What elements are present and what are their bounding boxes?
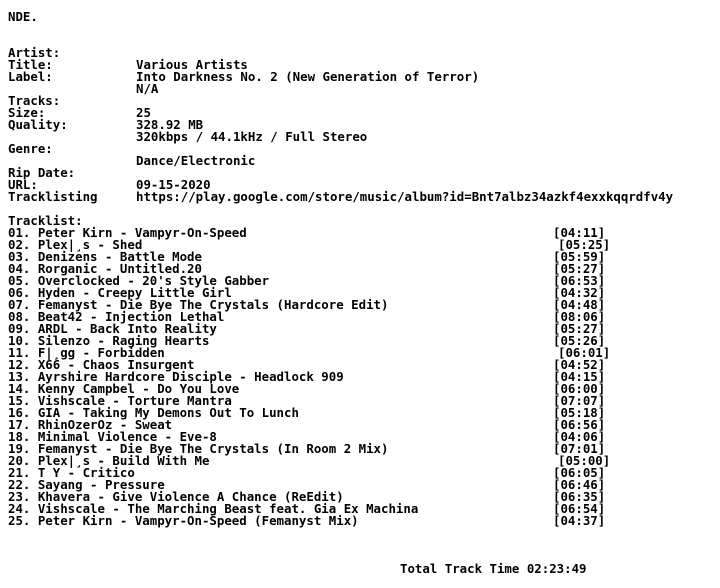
track-duration: [06:01] [558,345,611,360]
artist-label: Artist: [8,45,61,60]
title-value: Into Darkness No. 2 (New Generation of Terror) [136,69,480,84]
track-title: 22. Sayang - Pressure [8,477,165,492]
track-duration: [04:32] [553,285,606,300]
track-duration: [06:46] [553,477,606,492]
blank-line [8,527,720,539]
genre-line [8,131,720,168]
track-duration: [05:00] [558,453,611,468]
tracks-label: Tracks: [8,93,61,108]
track-title: 14. Kenny Campbel - Do You Love [8,381,240,396]
track-duration: [05:26] [553,333,606,348]
quality-value: 320kbps / 44.1kHz / Full Stereo [136,129,368,144]
track-duration: [05:18] [553,405,606,420]
track-duration: [06:56] [553,417,606,432]
total-line [8,551,720,576]
blank-line [8,203,720,215]
url-link[interactable]: https://play.google.com/store/music/album?id=Bnt7albz34azkf4exxkqqrdfv4y [136,189,674,204]
track-title: 12. X66 - Chaos Insurgent [8,357,195,372]
track-duration: [04:06] [553,429,606,444]
track-title: 07. Femanyst - Die Bye The Crystals (Hardcore Edit) [8,297,389,312]
track-duration: [06:05] [553,465,606,480]
rip-date-value: 09-15-2020 [136,177,211,192]
total-track-time: Total Track Time 02:23:49 [400,561,587,576]
nfo-text-document [8,9,720,576]
track-duration: [06:35] [553,489,606,504]
quality-label: Quality: [8,117,68,132]
track-duration: [04:15] [553,369,606,384]
track-duration: [06:54] [553,501,606,516]
tracklisting-heading: Tracklisting [8,189,98,204]
track-duration: [05:27] [553,261,606,276]
track-title: 09. ARDL - Back Into Reality [8,321,217,336]
blank-line [8,143,720,155]
blank-line [8,539,720,551]
track-title: 08. Beat42 - Injection Lethal [8,309,225,324]
track-title: 15. Vishscale - Torture Mantra [8,393,232,408]
label-value: N/A [136,81,159,96]
track-title: 24. Vishscale - The Marching Beast feat. Gia Ex Machina [8,501,419,516]
track-title: 13. Ayrshire Hardcore Disciple - Headlock 909 [8,369,344,384]
track-duration: [07:01] [553,441,606,456]
track-title: 10. Silenzo - Raging Hearts [8,333,210,348]
blank-line [8,23,720,35]
url-label: URL: [8,177,38,192]
track-title: 18. Minimal Violence - Eve-8 [8,429,217,444]
track-duration: [04:37] [553,513,606,528]
track-duration: [05:25] [558,237,611,252]
track-title: 17. RhinOzerOz - Sweat [8,417,173,432]
track-duration: [07:07] [553,393,606,408]
rip-date-label: Rip Date: [8,165,76,180]
track-title: 25. Peter Kirn - Vampyr-On-Speed (Femanyst Mix) [8,513,359,528]
track-title: 19. Femanyst - Die Bye The Crystals (In Room 2 Mix) [8,441,389,456]
track-duration: [04:52] [553,357,606,372]
track-title: 20. Plex|̧s - Build With Me [8,453,210,468]
track-duration: [05:27] [553,321,606,336]
track-title: 02. Plex|̧s - Shed [8,237,143,252]
track-duration: [04:11] [553,225,606,240]
track-duration: [06:00] [553,381,606,396]
track-title: 23. Khavera - Give Violence A Chance (ReEdit) [8,489,344,504]
artist-value: Various Artists [136,57,248,72]
track-duration: [04:48] [553,297,606,312]
track-row [8,515,720,527]
header-line: NDE. [8,9,38,24]
track-duration: [05:59] [553,249,606,264]
genre-label: Genre: [8,141,53,156]
tracklist-label: Tracklist: [8,213,83,228]
size-value: 328.92 MB [136,117,204,132]
genre-value: Dance/Electronic [136,153,256,168]
size-label: Size: [8,105,46,120]
label-label: Label: [8,69,53,84]
track-title: 11. F|̧gg - Forbidden [8,345,165,360]
track-title: 05. Overclocked - 20's Style Gabber [8,273,270,288]
track-duration: [08:06] [553,309,606,324]
tracklist [8,227,720,527]
track-title: 01. Peter Kirn - Vampyr-On-Speed [8,225,247,240]
track-title: 06. Hyden - Creepy Little Girl [8,285,232,300]
tracks-value: 25 [136,105,151,120]
track-duration: [06:53] [553,273,606,288]
title-label: Title: [8,57,53,72]
track-title: 16. GIA - Taking My Demons Out To Lunch [8,405,299,420]
track-title: 04. Rorganic - Untitled.20 [8,261,202,276]
track-title: 03. Denizens - Battle Mode [8,249,202,264]
track-title: 21. T Y - Critico [8,465,135,480]
